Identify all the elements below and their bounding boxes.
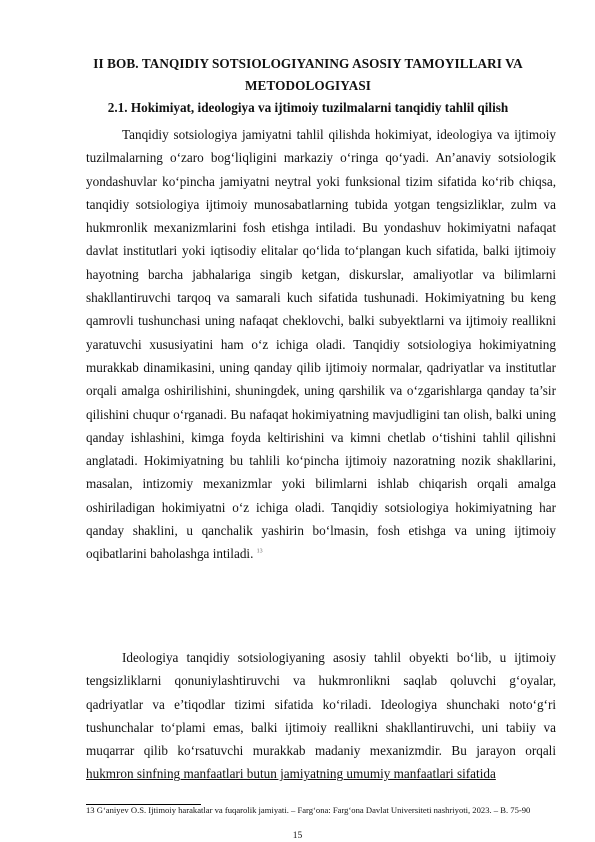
page-number: 15	[292, 831, 303, 841]
paragraph-2-text: Ideologiya tanqidiy sotsiologiyaning asosiy tahlil obyekti bo‘lib, u ijtimoiy tengsizliklarni qonuniylashtiruvchi va hukmronlikni saqlab qoluvchi g‘oyalar, qadriyatlar va e’tiqodlar tizimi sifatida ko‘riladi. Ideologiya shunchaki noto‘g‘ri tushunchalar to‘plami emas, balki ijtimoiy reallikni shakllantiruvchi, uni tabiiy va muqarrar qilib ko‘rsatuvchi murakkab madaniy mexanizmdir. Bu jarayon orqali	[86, 650, 556, 759]
body-paragraph-1-container	[86, 123, 556, 566]
body-paragraph-2	[86, 646, 556, 786]
body-paragraph-1	[86, 123, 556, 566]
footnote: 13 G‘aniyev O.S. Ijtimoiy harakatlar va fuqarolik jamiyati. – Farg‘ona: Farg‘ona Davlat Universiteti nashriyoti, 2023. – B. 75-90	[86, 805, 531, 815]
chapter-title: II BOB. TANQIDIY SOTSIOLOGIYANING ASOSIY TAMOYILLARI VA METODOLOGIYASI	[93, 56, 523, 93]
paragraph-1-text: Tanqidiy sotsiologiya jamiyatni tahlil qilishda hokimiyat, ideologiya va ijtimoiy tuzilmalarning o‘zaro bog‘liqligini markaziy o‘ringa qo‘yadi. An’anaviy sotsiologik yondashuvlar ko‘pincha jamiyatni neytral yoki funksional tizim sifatida ko‘rib chiqsa, tanqidiy sotsiologiya ijtimoiy munosabatlarning tubida yotgan tengsizliklar, zulm va hukmronlik mexanizmlarini fosh etishga intiladi. Bu yondashuv hokimiyatni nafaqat davlat institutlari yoki iqtisodiy elitalar qo‘lida to‘plangan kuch sifatida, balki ijtimoiy hayotning barcha jabhalariga singib ketgan, diskurslar, amaliyotlar va bilimlarni shakllantiruvchi tarqoq va samarali kuch sifatida tushunadi. Hokimiyatning bu keng qamrovli tushunchasi uning nafaqat cheklovchi, balki subyektlarni va ijtimoiy reallikni yaratuvchi xususiyatini ham o‘z ichiga oladi. Tanqidiy sotsiologiya hokimiyatning murakkab dinamikasini, uning qanday qilib ijtimoiy normalar, qadriyatlar va institutlar orqali amalga oshirilishini, shuningdek, uning qarshilik va o‘zgarishlarga qanday ta’sir qilishini chuqur o‘rganadi. Bu nafaqat hokimiyatning mavjudligini tan olish, balki uning qanday ishlashini, kimga foyda keltirishini va kimni chetlab o‘tishini tahlil qilishni anglatadi. Hokimiyatning bu tahlili ko‘pincha ijtimoiy nazoratning nozik shakllarini, masalan, intizomiy mexanizmlar yoki bilimlarni ishlab chiqarish orqali amalga oshiriladigan hokimiyatni o‘z ichiga oladi. Tanqidiy sotsiologiya hokimiyatning har qanday shaklini, u qanchalik yashirin bo‘lmasin, fosh etishga va uning ijtimoiy oqibatlarini baholashga intiladi.	[86, 127, 556, 562]
section-title: 2.1. Hokimiyat, ideologiya va ijtimoiy tuzilmalarni tanqidiy tahlil qilish	[107, 100, 509, 115]
paragraph-2-underlined-text: hukmron sinfning manfaatlari butun jamiyatning umumiy manfaatlari sifatida	[86, 766, 496, 782]
body-paragraph-2-container	[86, 646, 556, 786]
footnote-reference[interactable]: 13	[256, 548, 263, 555]
